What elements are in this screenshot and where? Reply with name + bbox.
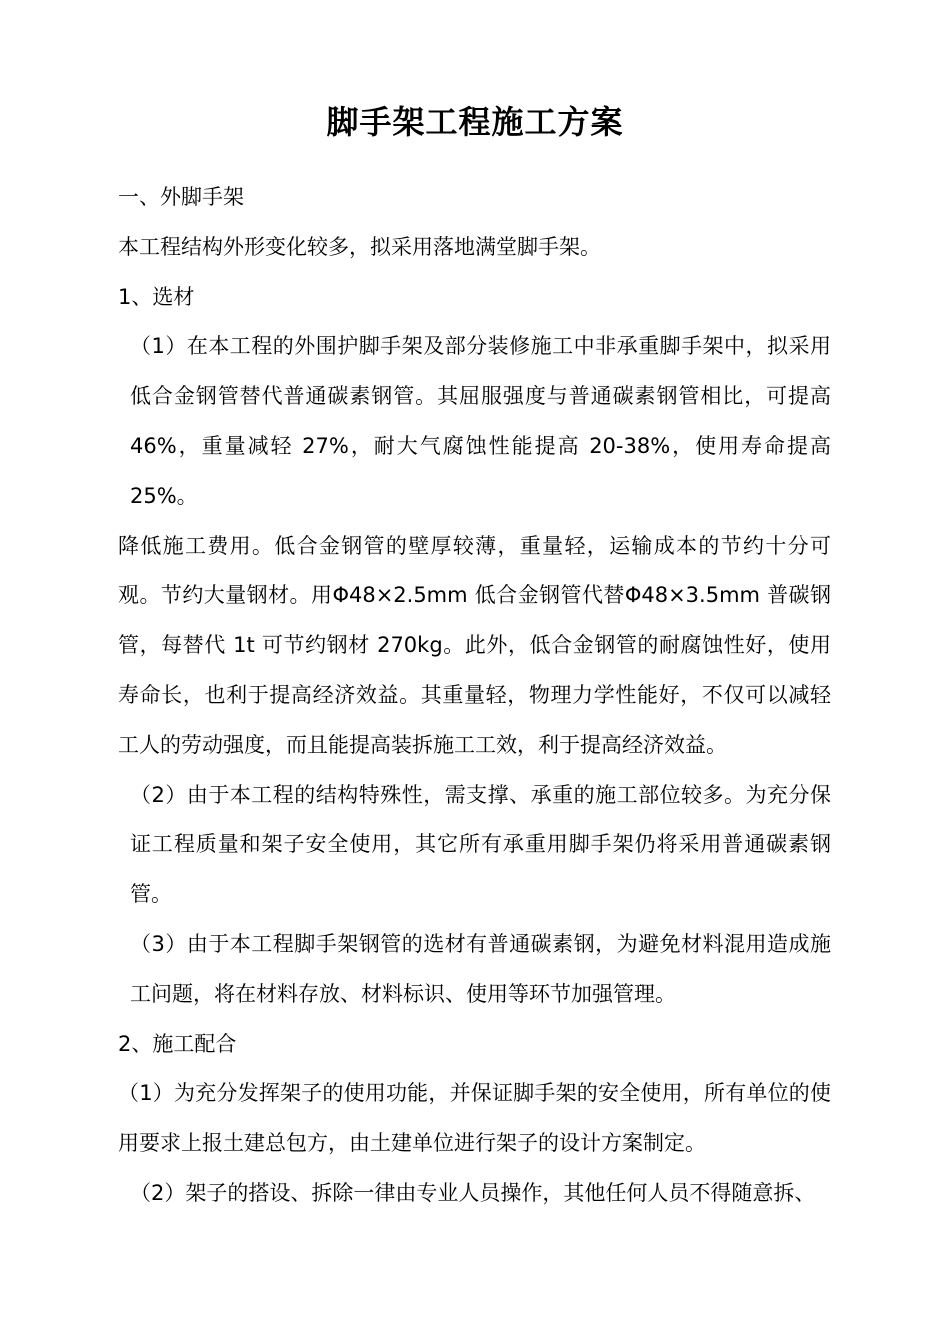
document-title: 脚手架工程施工方案	[326, 103, 624, 141]
paragraph: （1）在本工程的外围护脚手架及部分装修施工中非承重脚手架中，拟采用低合金钢管替代普通碳素钢管。其屈服强度与普通碳素钢管相比，可提高 46%，重量减轻 27%，耐大气腐蚀性能提高 20-38%，使用寿命提高 25%。	[130, 334, 831, 508]
paragraph: 本工程结构外形变化较多，拟采用落地满堂脚手架。	[118, 234, 601, 259]
paragraph: （2）由于本工程的结构特殊性，需支撑、承重的施工部位较多。为充分保证工程质量和架子安全使用，其它所有承重用脚手架仍将采用普通碳素钢管。	[130, 782, 831, 907]
paragraph: （1）为充分发挥架子的使用功能，并保证脚手架的安全使用，所有单位的使用要求上报土建总包方，由土建单位进行架子的设计方案制定。	[118, 1081, 831, 1156]
paragraph: （2）架子的搭设、拆除一律由专业人员操作，其他任何人员不得随意拆、	[130, 1180, 816, 1205]
subsection-heading: 1、选材	[118, 284, 195, 309]
subsection-heading: 2、施工配合	[118, 1031, 237, 1056]
section-heading: 一、外脚手架	[118, 185, 244, 209]
document-body	[118, 173, 831, 1219]
paragraph: （3）由于本工程脚手架钢管的选材有普通碳素钢，为避免材料混用造成施工问题，将在材料存放、材料标识、使用等环节加强管理。	[130, 931, 831, 1006]
paragraph: 降低施工费用。低合金钢管的壁厚较薄，重量轻，运输成本的节约十分可观。节约大量钢材。用Φ48×2.5mm 低合金钢管代替Φ48×3.5mm 普碳钢管，每替代 1t 可节约钢材 270kg。此外，低合金钢管的耐腐蚀性好，使用寿命长，也利于提高经济效益。其重量轻，物理力学性能好，不仅可以减轻工人的劳动强度，而且能提高装拆施工工效，利于提高经济效益。	[118, 533, 831, 757]
